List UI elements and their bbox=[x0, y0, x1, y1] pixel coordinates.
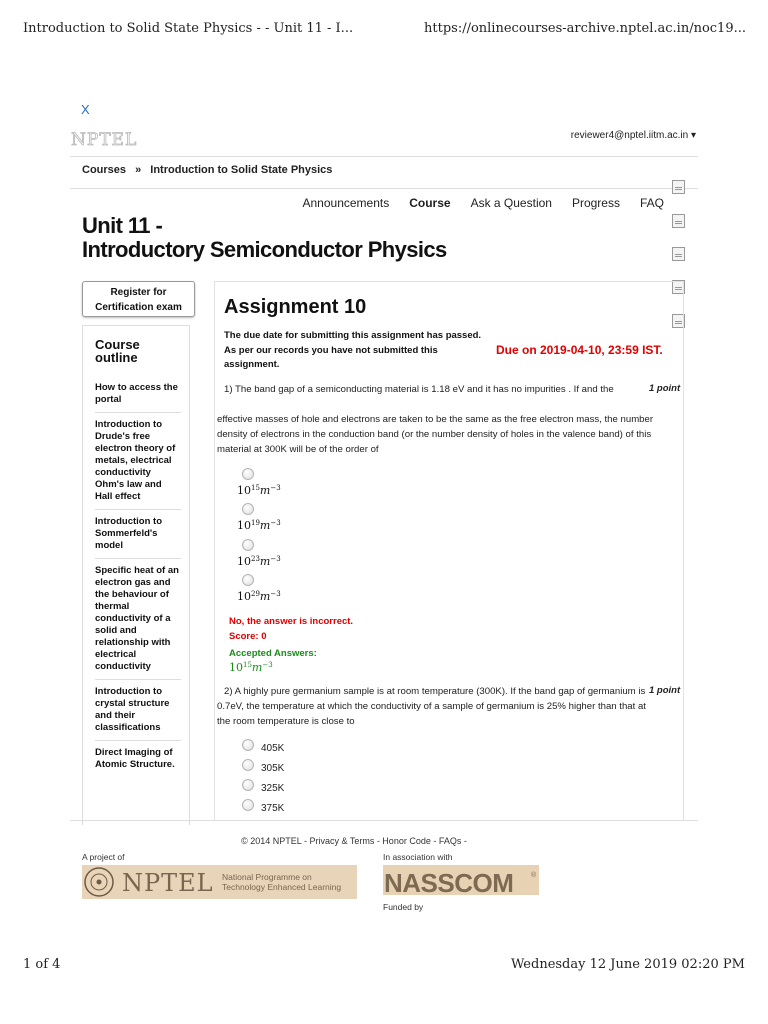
course-outline-title: Course outline bbox=[95, 337, 140, 365]
q1-option-3-exp: 23 bbox=[251, 555, 260, 563]
q1-option-4-base: 10 bbox=[237, 590, 251, 603]
sidebar-item-access-portal[interactable]: How to access the portal bbox=[95, 382, 181, 413]
q2-option-3-radio[interactable] bbox=[242, 779, 254, 791]
q2-option-2-radio[interactable] bbox=[242, 759, 254, 771]
q1-score: Score: 0 bbox=[229, 631, 267, 642]
tab-announcements[interactable]: Announcements bbox=[302, 196, 390, 210]
question-1-text: effective masses of hole and electrons are taken to be the same as the free electron mass, the number density of electrons in the conduction band (or the number density of holes in the valence band) of this material at 300K will be of the order of bbox=[217, 414, 654, 455]
q1-option-4-unit: m bbox=[259, 590, 271, 603]
q1-feedback-message: No, the answer is incorrect. bbox=[229, 616, 354, 627]
sidebar-item-specific-heat[interactable]: Specific heat of an electron gas and the behaviour of thermal conductivity of a solid and relationship with electrical conductivity bbox=[95, 559, 181, 680]
footer-links[interactable]: © 2014 NPTEL - Privacy & Terms - Honor Code - FAQs - bbox=[241, 836, 467, 846]
print-page-url: https://onlinecourses-archive.nptel.ac.in/noc19... bbox=[424, 21, 746, 36]
q1-option-4 bbox=[237, 590, 281, 603]
nptel-emblem-center bbox=[97, 880, 102, 885]
header-divider bbox=[70, 156, 698, 157]
nptel-logo[interactable] bbox=[70, 128, 144, 150]
q1-accepted-answer bbox=[229, 661, 273, 674]
page-title-line-1: Unit 11 - bbox=[82, 213, 163, 238]
q1-accepted-exp: 15 bbox=[243, 661, 252, 669]
user-menu[interactable]: reviewer4@nptel.iitm.ac.in ▾ bbox=[570, 130, 696, 141]
breadcrumb-separator: » bbox=[135, 164, 142, 176]
q1-option-4-unit-exp: −3 bbox=[270, 590, 281, 598]
breadcrumb-course[interactable]: Introduction to Solid State Physics bbox=[150, 164, 333, 176]
project-of-label: A project of bbox=[82, 852, 125, 862]
q1-accepted-label: Accepted Answers: bbox=[229, 648, 317, 659]
q1-option-4-radio[interactable] bbox=[242, 574, 254, 586]
nptel-banner-sub-1: National Programme on bbox=[222, 872, 312, 882]
nptel-banner-logo[interactable] bbox=[82, 865, 357, 899]
q1-option-2-radio[interactable] bbox=[242, 503, 254, 515]
nasscom-logo[interactable] bbox=[383, 865, 539, 895]
q2-option-2: 305K bbox=[261, 763, 285, 774]
print-icon[interactable] bbox=[672, 214, 685, 228]
due-date: Due on 2019-04-10, 23:59 IST. bbox=[496, 343, 663, 357]
q1-option-3-unit: m bbox=[259, 555, 271, 568]
q1-feedback bbox=[229, 614, 353, 644]
nasscom-registered-mark: ® bbox=[531, 872, 537, 879]
breadcrumb-courses[interactable]: Courses bbox=[82, 164, 127, 176]
q2-option-4-radio[interactable] bbox=[242, 799, 254, 811]
tab-ask-question[interactable]: Ask a Question bbox=[470, 196, 552, 210]
sidebar-item-drude-model[interactable]: Introduction to Drude's free electron theory of metals, electrical conductivity Ohm's law and Hall effect bbox=[95, 413, 181, 510]
close-button[interactable]: X bbox=[81, 102, 90, 117]
nptel-banner-sub-2: Technology Enhanced Learning bbox=[222, 882, 342, 892]
q1-option-1-exp: 15 bbox=[251, 484, 260, 492]
breadcrumb bbox=[82, 164, 338, 176]
q1-option-3-base: 10 bbox=[237, 555, 251, 568]
due-message-line-2: As per our records you have not submitted this assignment. bbox=[224, 344, 438, 370]
footer-divider bbox=[70, 820, 698, 821]
course-nav bbox=[303, 196, 665, 210]
q1-option-3-unit-exp: −3 bbox=[270, 555, 281, 563]
question-1-text-start: 1) The band gap of a semiconducting material is 1.18 eV and it has no impurities . If and the bbox=[224, 384, 614, 395]
sidebar-item-sommerfeld-model[interactable]: Introduction to Sommerfeld's model bbox=[95, 510, 181, 559]
page-title bbox=[82, 214, 447, 262]
print-page-title: Introduction to Solid State Physics - - Unit 11 - I... bbox=[23, 21, 354, 36]
tab-progress[interactable]: Progress bbox=[571, 196, 620, 210]
sidebar-item-crystal-structure[interactable]: Introduction to crystal structure and their classifications bbox=[95, 680, 181, 741]
q1-option-2-exp: 19 bbox=[251, 519, 260, 527]
print-datetime: Wednesday 12 June 2019 02:20 PM bbox=[511, 957, 745, 972]
course-outline bbox=[82, 325, 190, 825]
print-page-number: 1 of 4 bbox=[23, 957, 61, 972]
question-2-text: 2) A highly pure germanium sample is at room temperature (300K). If the band gap of germanium is 0.7eV, the temperature at which the conductivity of a sample of germanium is 25% higher than that at the room temperature is close to bbox=[217, 686, 646, 727]
register-certification-button[interactable]: Register for Certification exam bbox=[82, 281, 195, 317]
q1-accepted-base: 10 bbox=[229, 661, 243, 674]
assignment-title: Assignment 10 bbox=[224, 296, 367, 318]
q1-option-2-unit-exp: −3 bbox=[270, 519, 281, 527]
sidebar-item-atomic-imaging[interactable]: Direct Imaging of Atomic Structure. bbox=[95, 747, 175, 770]
due-message bbox=[224, 329, 484, 373]
q1-option-1-unit-exp: −3 bbox=[270, 484, 281, 492]
tab-faq[interactable]: FAQ bbox=[639, 196, 664, 210]
tab-course[interactable]: Course bbox=[409, 196, 451, 210]
q1-option-2-unit: m bbox=[259, 519, 271, 532]
q2-option-4: 375K bbox=[261, 803, 285, 814]
q1-accepted-unit: m bbox=[251, 661, 263, 674]
q1-accepted-unit-exp: −3 bbox=[262, 661, 273, 669]
q2-option-1-radio[interactable] bbox=[242, 739, 254, 751]
page-title-line-2: Introductory Semiconductor Physics bbox=[82, 237, 447, 262]
print-icon[interactable] bbox=[672, 247, 685, 261]
q1-option-1-base: 10 bbox=[237, 484, 251, 497]
association-label: In association with bbox=[383, 852, 453, 862]
q1-option-3 bbox=[237, 555, 281, 568]
q1-option-1 bbox=[237, 484, 281, 497]
q1-option-3-radio[interactable] bbox=[242, 539, 254, 551]
q1-option-1-unit: m bbox=[259, 484, 271, 497]
q1-option-2 bbox=[237, 519, 281, 532]
question-1-points: 1 point bbox=[649, 383, 681, 394]
q1-option-4-exp: 29 bbox=[251, 590, 260, 598]
nptel-banner-text: NPTEL bbox=[122, 869, 214, 897]
q2-option-1: 405K bbox=[261, 743, 285, 754]
question-2-points: 1 point bbox=[649, 685, 681, 696]
breadcrumb-divider bbox=[70, 188, 698, 189]
q1-option-2-base: 10 bbox=[237, 519, 251, 532]
funded-by-label: Funded by bbox=[383, 902, 424, 912]
nptel-logo-text: NPTEL bbox=[71, 130, 138, 150]
nasscom-logo-text: NASSCOM bbox=[384, 868, 514, 895]
due-message-line-1: The due date for submitting this assignment has passed. bbox=[224, 330, 482, 341]
q1-option-1-radio[interactable] bbox=[242, 468, 254, 480]
q2-option-3: 325K bbox=[261, 783, 285, 794]
print-icon[interactable] bbox=[672, 180, 685, 194]
